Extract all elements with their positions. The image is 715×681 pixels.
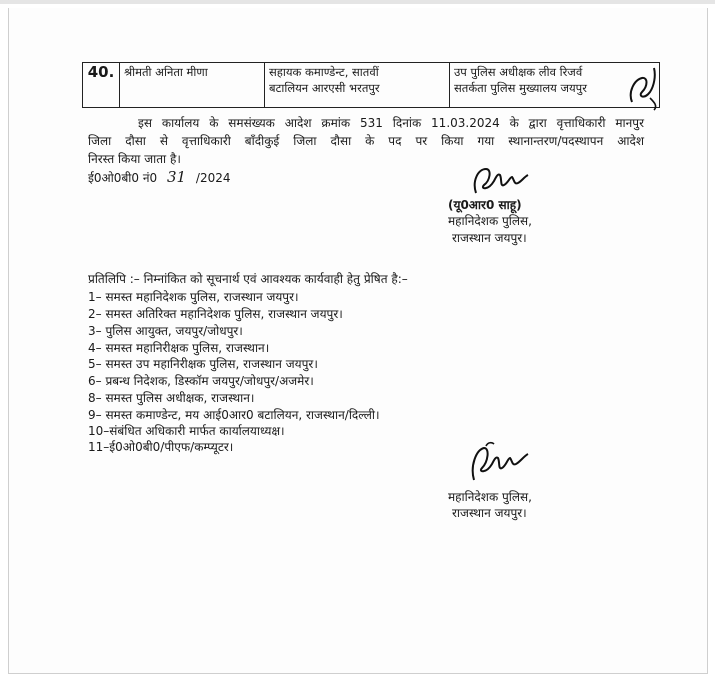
signatory-1-designation: महानिदेशक पुलिस, <box>448 214 532 228</box>
signatory-1-name: (यू0आर0 साहू) <box>448 198 522 212</box>
copy-item-11: 11–ई0ओ0बी0/पीएफ/कम्प्यूटर। <box>88 440 234 454</box>
transfer-entry-table <box>82 62 660 108</box>
copy-item-3: 3– पुलिस आयुक्त, जयपुर/जोधपुर। <box>88 324 243 338</box>
signature-2 <box>466 440 530 484</box>
reference-prefix: ई0ओ0बी0 नं0 <box>88 171 158 185</box>
order-line-2: जिला दौसा से वृत्ताधिकारी बाँदीकुई जिला दौसा के पद पर किया गया स्थानान्तरण/पदस्थापन आदेश <box>88 134 644 148</box>
officer-name: श्रीमती अनिता मीणा <box>120 63 265 108</box>
order-line-3: निरस्त किया जाता है। <box>88 152 181 166</box>
copy-item-9: 9– समस्त कमाण्डेन्ट, मय आई0आर0 बटालियन, राजस्थान/दिल्ली। <box>88 408 380 422</box>
table-row <box>83 63 660 108</box>
copy-item-4: 4– समस्त महानिरीक्षक पुलिस, राजस्थान। <box>88 341 270 355</box>
signature-1 <box>470 163 530 197</box>
reference-number: 31 <box>166 168 187 186</box>
order-line-1: इस कार्यालय के समसंख्यक आदेश क्रमांक 531 दिनांक 11.03.2024 के द्वारा वृत्ताधिकारी मानपुर <box>138 116 644 130</box>
copy-item-8: 8– समस्त पुलिस अधीक्षक, राजस्थान। <box>88 391 255 405</box>
copy-item-2: 2– समस्त अतिरिक्त महानिदेशक पुलिस, राजस्थान जयपुर। <box>88 307 343 321</box>
page-top-edge <box>0 0 715 4</box>
signatory-1-place: राजस्थान जयपुर। <box>452 231 527 245</box>
from-post-line1: सहायक कमाण्डेन्ट, सातवीं <box>269 65 379 79</box>
from-post <box>265 63 450 108</box>
copy-intro: प्रतिलिपि :– निम्नांकित को सूचनार्थ एवं आवश्यक कार्यवाही हेतु प्रेषित है:– <box>88 272 408 286</box>
from-post-line2: बटालियन आरएसी भरतपुर <box>269 81 380 95</box>
to-post-line1: उप पुलिस अधीक्षक लीव रिजर्व <box>454 65 583 79</box>
initials-mark <box>624 62 664 112</box>
signatory-2-designation: महानिदेशक पुलिस, <box>448 490 532 504</box>
copy-item-6: 6– प्रबन्ध निदेशक, डिस्कॉम जयपुर/जोधपुर/अजमेर। <box>88 374 314 388</box>
order-reference <box>88 170 231 186</box>
copy-item-10: 10–संबंधित अधिकारी मार्फत कार्यालयाध्यक्ष। <box>88 424 285 438</box>
copy-item-5: 5– समस्त उप महानिरीक्षक पुलिस, राजस्थान जयपुर। <box>88 357 318 371</box>
reference-year: /2024 <box>195 171 231 185</box>
copy-item-1: 1– समस्त महानिदेशक पुलिस, राजस्थान जयपुर। <box>88 290 299 304</box>
to-post-line2: सतर्कता पुलिस मुख्यालय जयपुर <box>454 81 587 95</box>
serial-number: 40. <box>83 63 120 108</box>
signatory-2-place: राजस्थान जयपुर। <box>452 506 527 520</box>
